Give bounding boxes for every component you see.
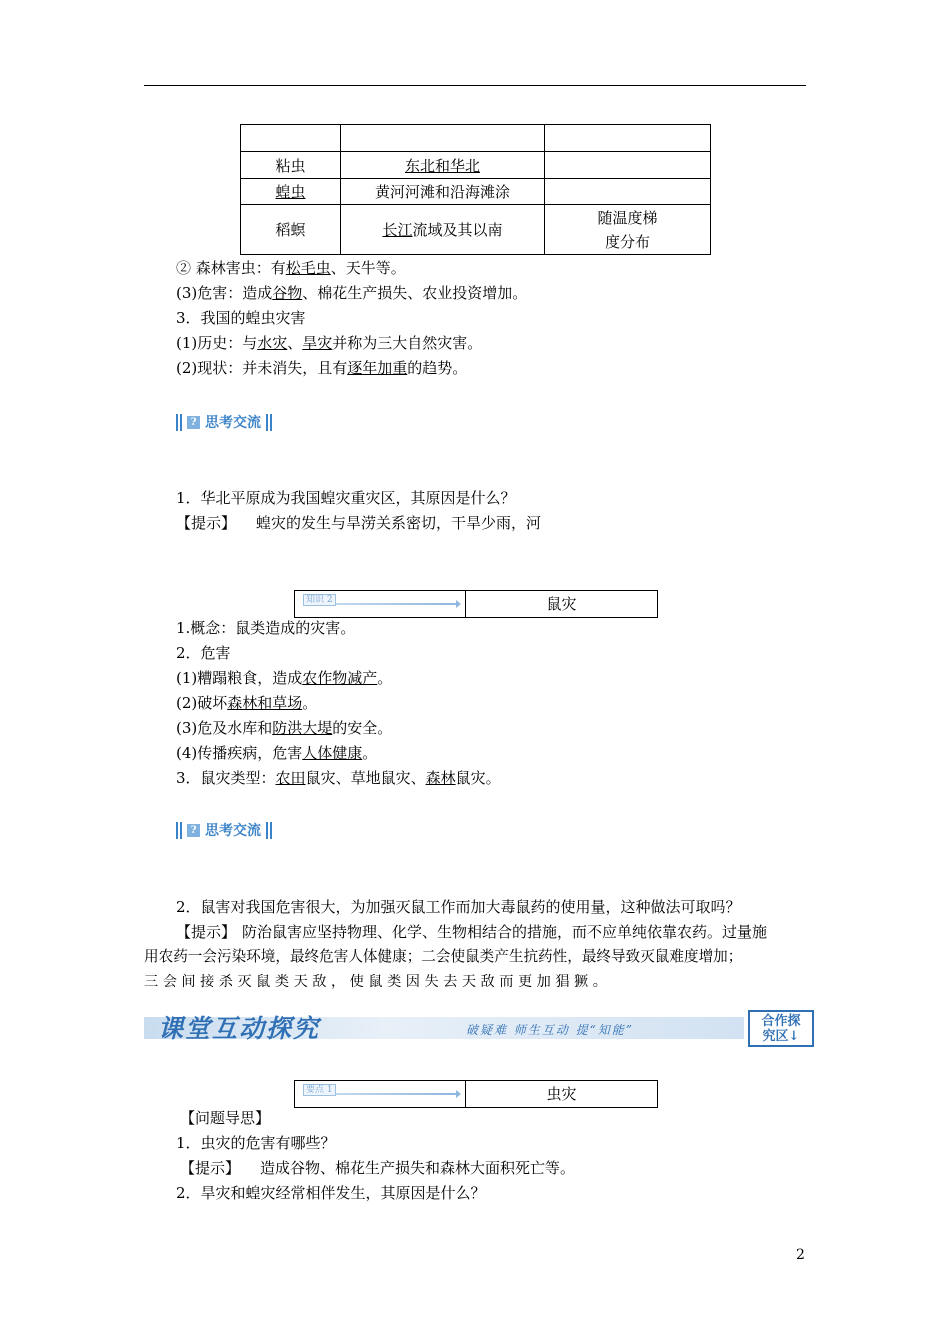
badge-line: 合作探	[761, 1013, 801, 1029]
bar-icon	[176, 822, 178, 839]
banner-title: 课堂互动探究	[158, 1014, 321, 1043]
text-span: 、棉花生产损失、农业投资增加。	[302, 284, 528, 302]
cell-text: 流域及其以南	[412, 221, 503, 239]
knowledge-tag-area	[295, 591, 466, 617]
text-span: (1)历史：与	[176, 334, 258, 352]
knowledge-tag: 要点 1	[303, 1084, 336, 1096]
table-cell	[545, 205, 711, 255]
hint-line	[176, 922, 767, 942]
table-row	[241, 179, 711, 205]
text-line	[176, 283, 527, 303]
table-cell	[341, 125, 545, 152]
text-span: (3)危及水库和	[176, 719, 273, 737]
text-line: 1.概念：鼠类造成的灾害。	[176, 619, 356, 637]
table-cell	[341, 152, 545, 179]
text-line: 3．我国的蝗虫灾害	[176, 309, 306, 327]
knowledge-title: 鼠灾	[546, 595, 577, 613]
text-span: 。	[377, 669, 393, 687]
bar-icon	[180, 822, 182, 839]
knowledge-box-1	[294, 1080, 658, 1108]
table-row	[241, 125, 711, 152]
underlined-answer: 松毛虫	[285, 259, 331, 277]
table-cell	[341, 205, 545, 255]
underlined-answer: 水灾	[257, 334, 288, 352]
knowledge-title: 虫灾	[546, 1085, 577, 1103]
underlined-answer: 蝗虫	[275, 183, 306, 201]
table-row	[241, 152, 711, 179]
underlined-answer: 逐年加重	[347, 359, 408, 377]
header-rule	[144, 85, 806, 86]
text-line	[176, 693, 317, 713]
text-span: 。	[302, 694, 318, 712]
pest-distribution-table	[240, 124, 711, 255]
text-span: (3)危害：造成	[176, 284, 273, 302]
page-number: 2	[796, 1247, 805, 1263]
heading-label: 思考交流	[205, 415, 261, 431]
underlined-answer: 农作物减产	[302, 669, 378, 687]
text-line	[176, 668, 392, 688]
question-icon: ?	[187, 416, 200, 429]
knowledge-tag: 知识 2	[303, 594, 336, 606]
hint-text: 三 会 间 接 杀 灭 鼠 类 天 敌 ， 使 鼠 类 因 失 去 天 敌 而 更 加 猖 獗 。	[144, 974, 607, 990]
guide-question-2: 2．旱灾和蝗灾经常相伴发生，其原因是什么？	[176, 1184, 486, 1202]
table-cell	[545, 125, 711, 152]
hint-line	[180, 1158, 575, 1178]
text-line	[176, 743, 377, 763]
guide-question-1: 1．虫灾的危害有哪些？	[176, 1134, 336, 1152]
text-line	[176, 718, 392, 738]
knowledge-box-2	[294, 590, 658, 618]
text-span: 鼠灾。	[455, 769, 501, 787]
cell-text: 随温度梯	[597, 208, 658, 227]
hint-text: 用农药一会污染环境，最终危害人体健康；二会使鼠类产生抗药性，最终导致灭鼠难度增加；	[144, 948, 743, 965]
text-span: 。	[362, 744, 378, 762]
bar-icon	[266, 414, 268, 431]
table-cell	[241, 125, 341, 152]
think-exchange-heading	[176, 411, 272, 433]
text-span: ② 森林害虫：有	[176, 259, 286, 277]
text-span: 3．鼠灾类型：	[176, 769, 276, 787]
banner-subtitle: 破疑难 师生互动 提“知能”	[466, 1023, 634, 1037]
underlined-answer: 长江	[382, 221, 413, 239]
text-span: 鼠灾、草地鼠灾、	[305, 769, 426, 787]
heading-label: 思考交流	[205, 823, 261, 839]
table-cell	[545, 179, 711, 205]
text-line: 2．危害	[176, 644, 231, 662]
bar-icon	[270, 414, 272, 431]
cooperative-exploration-badge	[748, 1010, 814, 1047]
text-span: (2)现状：并未消失，且有	[176, 359, 348, 377]
table-cell: 黄河河滩和沿海滩涂	[341, 179, 545, 205]
text-span: 、	[287, 334, 303, 352]
text-span: (4)传播疾病，危害	[176, 744, 303, 762]
underlined-answer: 防洪大堤	[272, 719, 333, 737]
hint-label: 【提示】	[176, 514, 237, 532]
hint-label: 【提示】	[176, 923, 237, 941]
question-icon: ?	[187, 824, 200, 837]
text-line	[176, 333, 482, 353]
table-cell: 粘虫	[241, 152, 341, 179]
text-span: 的安全。	[332, 719, 393, 737]
hint-line	[176, 513, 541, 533]
knowledge-tag-area	[295, 1081, 466, 1107]
cell-text: 度分布	[604, 232, 650, 251]
bar-icon	[266, 822, 268, 839]
text-line	[176, 358, 467, 378]
bar-icon	[176, 414, 178, 431]
think-exchange-heading	[176, 819, 272, 841]
text-span: (2)破坏	[176, 694, 228, 712]
hint-label: 【提示】	[180, 1159, 241, 1177]
section-banner	[144, 1009, 814, 1045]
text-span: 的趋势。	[407, 359, 468, 377]
guide-heading: 【问题导思】	[180, 1109, 271, 1127]
underlined-answer: 旱灾	[302, 334, 333, 352]
underlined-answer: 森林和草场	[227, 694, 303, 712]
bar-icon	[180, 414, 182, 431]
table-row	[241, 205, 711, 255]
bar-icon	[270, 822, 272, 839]
hint-text: 蝗灾的发生与旱涝关系密切，干旱少雨，河	[256, 514, 542, 532]
underlined-answer: 谷物	[272, 284, 303, 302]
table-cell	[545, 152, 711, 179]
question-2: 2．鼠害对我国危害很大，为加强灭鼠工作而加大毒鼠药的使用量，这种做法可取吗？	[176, 898, 741, 916]
underlined-answer: 森林	[425, 769, 456, 787]
table-cell	[241, 179, 341, 205]
underlined-answer: 东北和华北	[404, 156, 480, 175]
hint-text: 造成谷物、棉花生产损失和森林大面积死亡等。	[260, 1159, 576, 1177]
hint-text: 防治鼠害应坚持物理、化学、生物相结合的措施，而不应单纯依靠农药。过量施	[242, 923, 768, 941]
badge-line: 究区↓	[762, 1028, 800, 1044]
text-span: 、天牛等。	[330, 259, 406, 277]
text-span: 并称为三大自然灾害。	[332, 334, 483, 352]
text-span: (1)糟蹋粮食，造成	[176, 669, 303, 687]
question-1: 1．华北平原成为我国蝗灾重灾区，其原因是什么？	[176, 489, 516, 507]
text-line	[176, 258, 406, 278]
table-cell: 稻螟	[241, 205, 341, 255]
text-line	[176, 768, 501, 788]
underlined-answer: 农田	[275, 769, 306, 787]
underlined-answer: 人体健康	[302, 744, 363, 762]
